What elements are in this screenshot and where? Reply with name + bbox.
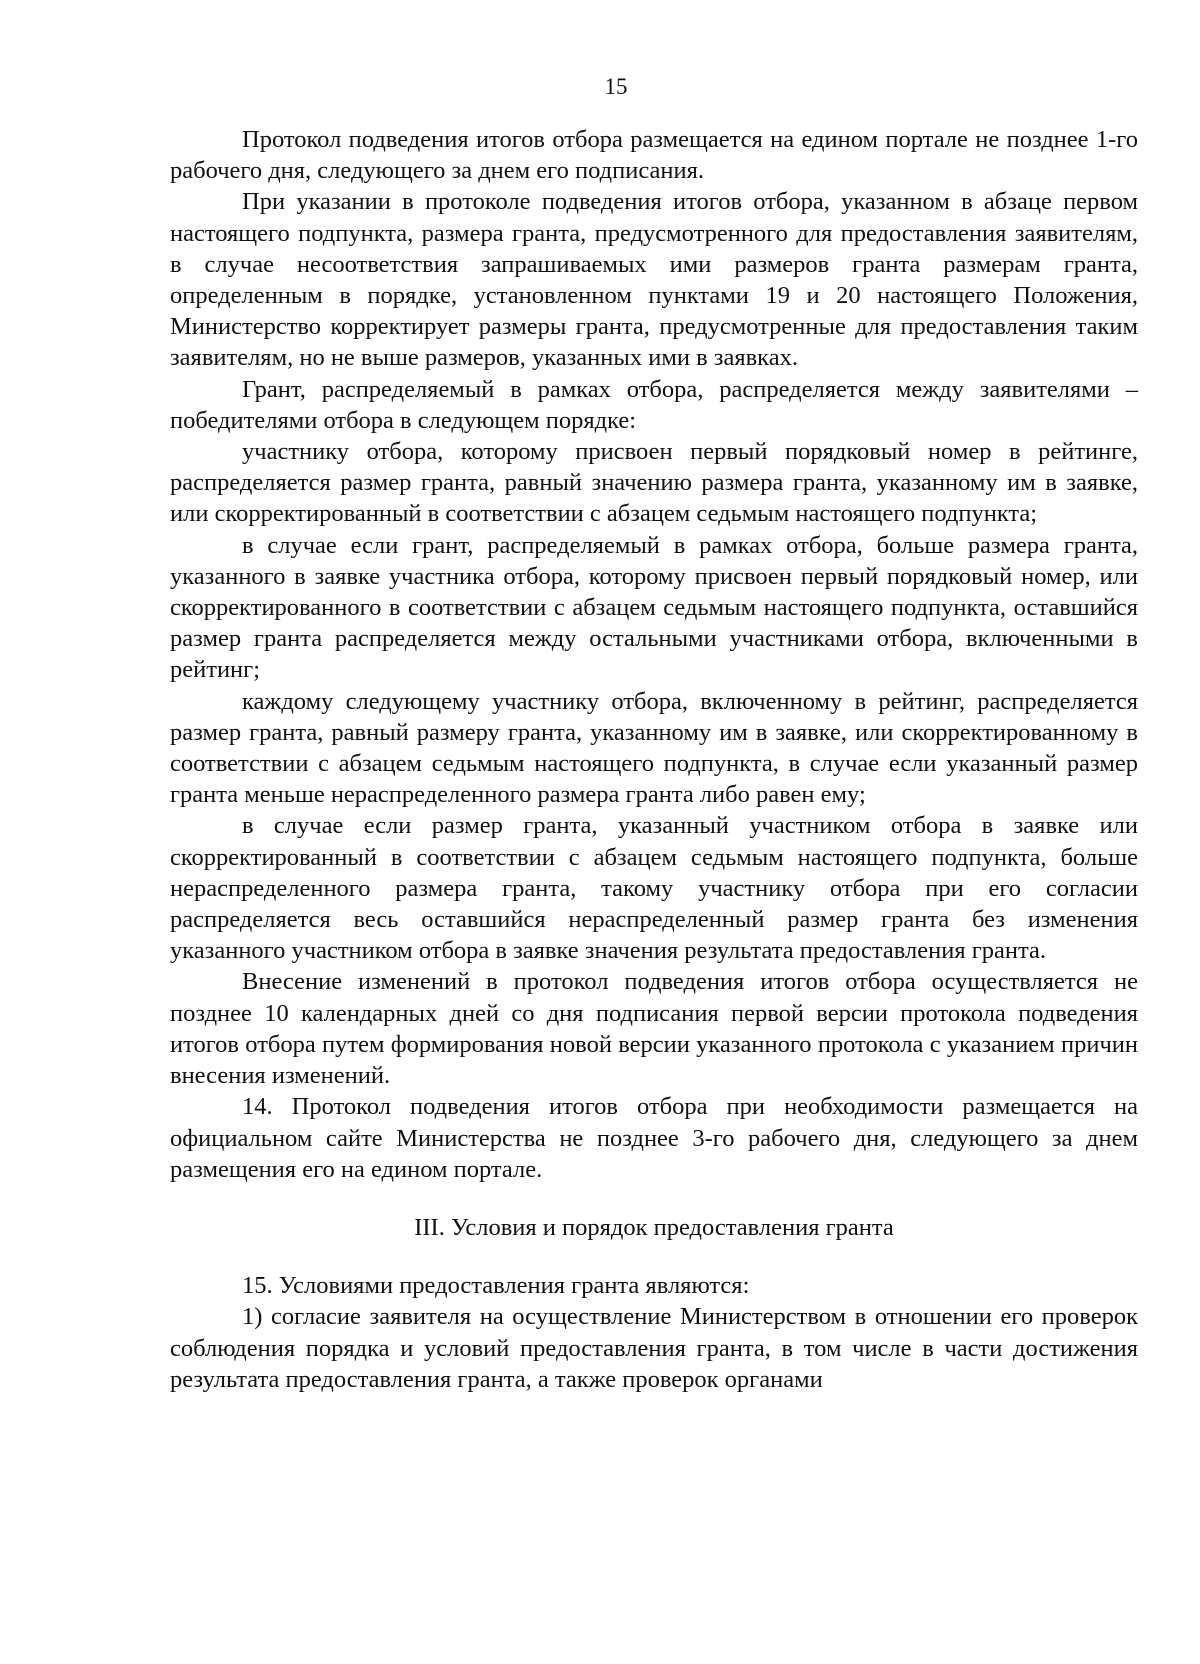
paragraph: 1) согласие заявителя на осуществление Министерством в отношении его проверок соблюдения порядка и условий предоставления гранта, в том числе в части достижения результата предоставления гранта, а также проверок органами: [170, 1303, 1138, 1393]
paragraph: При указании в протоколе подведения итогов отбора, указанном в абзаце первом настоящего подпункта, размера гранта, предусмотренного для предоставления заявителям, в случае несоответствия запрашиваемых ими размеров гранта размерам гранта, определенным в порядке, установленном пунктами 19 и 20 настоящего Положения, Министерство корректирует размеры гранта, предусмотренные для предоставления таким заявителям, но не выше размеров, указанных ими в заявках.: [170, 188, 1138, 372]
document-body: [170, 124, 1138, 1395]
paragraph: Внесение изменений в протокол подведения итогов отбора осуществляется не позднее 10 календарных дней со дня подписания первой версии протокола подведения итогов отбора путем формирования новой версии указанного протокола с указанием причин внесения изменений.: [170, 968, 1138, 1090]
paragraph: в случае если размер гранта, указанный участником отбора в заявке или скорректированный в соответствии с абзацем седьмым настоящего подпункта, больше нераспределенного размера гранта, такому участнику отбора при его согласии распределяется весь оставшийся нераспределенный размер гранта без изменения указанного участником отбора в заявке значения результата предоставления гранта.: [170, 812, 1138, 965]
paragraph: в случае если грант, распределяемый в рамках отбора, больше размера гранта, указанного в заявке участника отбора, которому присвоен первый порядковый номер, или скорректированного в соответствии с абзацем седьмым настоящего подпункта, оставшийся размер гранта распределяется между остальными участниками отбора, включенными в рейтинг;: [170, 531, 1138, 684]
paragraph: 14. Протокол подведения итогов отбора при необходимости размещается на официальном сайте Министерства не позднее 3-го рабочего дня, следующего за днем размещения его на едином портале.: [170, 1093, 1138, 1183]
page-number: 15: [604, 74, 628, 99]
paragraph: Грант, распределяемый в рамках отбора, распределяется между заявителями – победителями отбора в следующем порядке:: [170, 375, 1138, 434]
paragraph: участнику отбора, которому присвоен первый порядковый номер в рейтинге, распределяется размер гранта, равный значению размера гранта, указанному им в заявке, или скорректированный в соответствии с абзацем седьмым настоящего подпункта;: [170, 438, 1138, 528]
paragraph: Протокол подведения итогов отбора размещается на едином портале не позднее 1-го рабочего дня, следующего за днем его подписания.: [170, 126, 1138, 185]
section-heading: III. Условия и порядок предоставления гранта: [414, 1213, 894, 1241]
paragraph: 15. Условиями предоставления гранта являются:: [242, 1272, 750, 1300]
paragraph: каждому следующему участнику отбора, включенному в рейтинг, распределяется размер гранта, равный размеру гранта, указанному им в заявке, или скорректированному в соответствии с абзацем седьмым настоящего подпункта, в случае если указанный размер гранта меньше нераспределенного размера гранта либо равен ему;: [170, 687, 1138, 809]
